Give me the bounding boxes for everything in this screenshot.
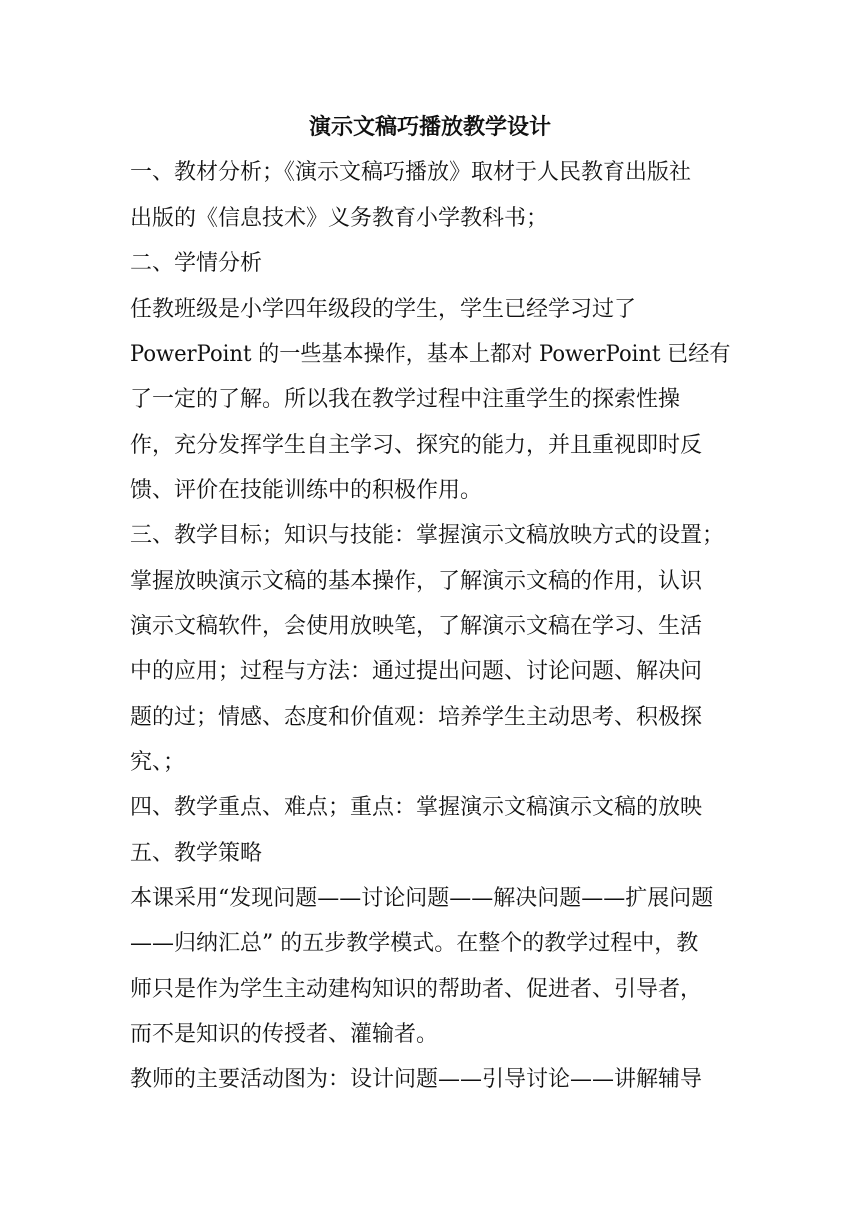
text-line: 本课采用“发现问题——讨论问题——解决问题——扩展问题 [130, 886, 714, 911]
text-line: 馈、评价在技能训练中的积极作用。 [130, 478, 483, 503]
text-line: 教师的主要活动图为：设计问题——引导讨论——讲解辅导 [130, 1067, 703, 1092]
text-line: 三、教学目标；知识与技能：掌握演示文稿放映方式的设置； [130, 523, 725, 548]
text-line: ——归纳汇总” 的五步教学模式。在整个的教学过程中，教 [130, 931, 699, 956]
section-heading: 五、教学策略 [130, 841, 263, 866]
text-line: 任教班级是小学四年级段的学生，学生已经学习过了 [130, 297, 637, 322]
text-line: 作，充分发挥学生自主学习、探究的能力，并且重视即时反 [130, 433, 703, 458]
text-line: 四、教学重点、难点；重点：掌握演示文稿演示文稿的放映 [130, 795, 703, 820]
text-line: 中的应用；过程与方法：通过提出问题、讨论问题、解决问 [130, 659, 703, 684]
text-line: 一、教材分析；《演示文稿巧播放》取材于人民教育出版社 [130, 160, 692, 185]
page-title: 演示文稿巧播放教学设计 [308, 114, 551, 140]
text-line: 演示文稿软件，会使用放映笔，了解演示文稿在学习、生活 [130, 614, 703, 639]
text-line: 掌握放映演示文稿的基本操作，了解演示文稿的作用，认识 [130, 569, 703, 594]
section-heading: 二、学情分析 [130, 251, 263, 276]
text-line: 究、； [130, 750, 186, 775]
text-line: 出版的《信息技术》义务教育小学教科书； [130, 206, 549, 231]
text-line: 了一定的了解。所以我在教学过程中注重学生的探索性操 [130, 387, 681, 412]
text-line: PowerPoint 的一些基本操作，基本上都对 PowerPoint 已经有 [130, 342, 731, 367]
text-line: 师只是作为学生主动建构知识的帮助者、促进者、引导者， [130, 977, 703, 1002]
text-line: 而不是知识的传授者、灌输者。 [130, 1022, 439, 1047]
text-line: 题的过；情感、态度和价值观：培养学生主动思考、积极探 [130, 705, 703, 730]
